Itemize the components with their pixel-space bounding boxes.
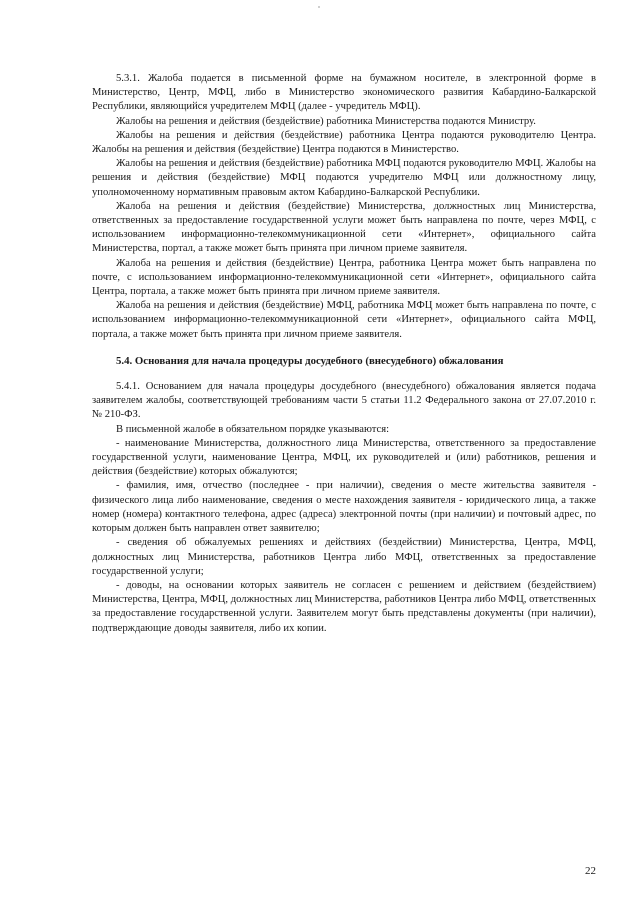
document-body xyxy=(92,72,596,636)
paragraph-required-items: В письменной жалобе в обязательном порядке указываются: xyxy=(116,423,390,435)
paragraph-submission-mfc: Жалоба на решения и действия (бездействие) МФЦ, работника МФЦ может быть направлена по почте, с использованием информационно-телекоммуникационной сети «Интернет», официального сайта МФЦ, портала, а также может быть принята при личном приеме заявителя. xyxy=(92,300,596,340)
paragraph-5-3-1: 5.3.1. Жалоба подается в письменной форме на бумажном носителе, в электронной форме в Министерство, Центр, МФЦ, либо в Министерство экономического развития Кабардино-Балкарской Республики, являющийся учредителем МФЦ (далее - учредитель МФЦ). xyxy=(92,73,596,113)
section-heading-5-4: 5.4. Основания для начала процедуры досудебного (внесудебного) обжалования xyxy=(116,354,504,367)
paragraph-complaint-mfc: Жалобы на решения и действия (бездействие) работника МФЦ подаются руководителю МФЦ. Жалобы на решения и действия (бездействие) МФЦ подаются учредителю МФЦ или должностному лицу, уполномоченному нормативным правовым актом Кабардино-Балкарской Республики. xyxy=(92,158,596,198)
page-number: 22 xyxy=(585,865,596,877)
paragraph-submission-ministry: Жалоба на решения и действия (бездействие) Министерства, должностных лиц Министерства, ответственных за предоставление государственной услуги может быть направлена по почте, через МФЦ, с использованием информационно-телекоммуникационной сети «Интернет», официального сайта Министерства, портал, а также может быть принята при личном приеме заявителя. xyxy=(92,200,596,255)
paragraph-submission-center: Жалоба на решения и действия (бездействие) Центра, работника Центра может быть направлена по почте, с использованием информационно-телекоммуникационной сети «Интернет», официального сайта Центра, портала, а также может быть принята при личном приеме заявителя. xyxy=(92,257,596,298)
paragraph-5-4-1: 5.4.1. Основанием для начала процедуры досудебного (внесудебного) обжалования является подача заявителем жалобы, соответствующей требованиям части 5 статьи 11.2 Федерального закона от 27.07.2010 г. № 210-ФЗ. xyxy=(92,381,596,421)
paragraph-complaint-center: Жалобы на решения и действия (бездействие) работника Центра подаются руководителю Центра. Жалобы на решения и действия (бездействие) Центра подаются в Министерство. xyxy=(92,129,596,156)
list-item-applicant: - фамилия, имя, отчество (последнее - при наличии), сведения о месте жительства заявителя - физического лица либо наименование, сведения о месте нахождения заявителя - юридического лица, а также номер (номера) контактного телефона, адрес (адреса) электронной почты (при наличии) и почтовый адрес, по которым должен быть направлен ответ заявителю; xyxy=(92,480,596,535)
list-item-decisions: - сведения об обжалуемых решениях и действиях (бездействии) Министерства, Центра, МФЦ, должностных лиц Министерства, работников Центра либо МФЦ, ответственных за предоставление государственной услуги; xyxy=(92,537,596,577)
list-item-arguments: - доводы, на основании которых заявитель не согласен с решением и действием (бездействием) Министерства, Центра, МФЦ, должностных лиц Министерства, работников Центра либо МФЦ, ответственных за предоставление государственной услуги. Заявителем могут быть представлены документы (при наличии), подтверждающие доводы заявителя, либо их копии. xyxy=(92,579,596,634)
list-item-name: - наименование Министерства, должностного лица Министерства, ответственного за предоставление государственной услуги, наименование Центра, МФЦ, их руководителей и (или) работников, решения и действия (бездействие) которых обжалуются; xyxy=(92,437,596,478)
paragraph-complaint-ministry: Жалобы на решения и действия (бездействие) работника Министерства подаются Министру. xyxy=(116,115,536,127)
scan-artifact xyxy=(318,6,320,8)
